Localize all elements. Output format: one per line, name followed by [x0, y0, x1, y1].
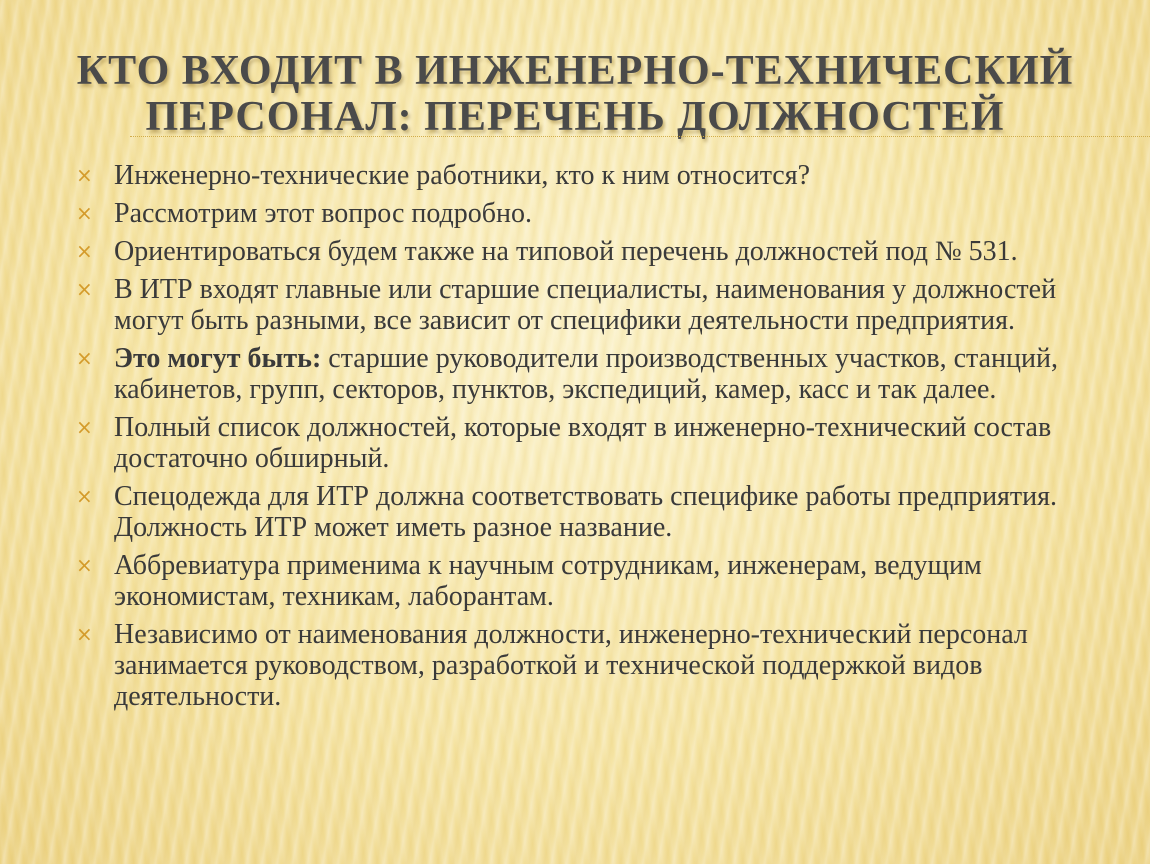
bullet-item	[74, 343, 1084, 405]
title-line-2: ПЕРСОНАЛ: ПЕРЕЧЕНЬ ДОЛЖНОСТЕЙ	[145, 94, 1005, 140]
x-bullet-icon: ×	[76, 415, 93, 439]
slide-title	[60, 48, 1090, 140]
bullet-text: старшие руководители производственных участков, станций, кабинетов, групп, секторов, пунктов, экспедиций, камер, касс и так далее.	[114, 343, 1058, 405]
bullet-text: Аббревиатура применима к научным сотрудникам, инженерам, ведущим экономистам, техникам, лаборантам.	[114, 550, 982, 612]
x-bullet-icon: ×	[76, 553, 93, 577]
bullet-item	[74, 274, 1084, 336]
x-bullet-icon: ×	[76, 622, 93, 646]
x-bullet-icon: ×	[76, 163, 93, 187]
bullet-list	[74, 160, 1084, 719]
bullet-item	[74, 481, 1084, 543]
x-bullet-icon: ×	[76, 346, 93, 370]
title-line-1: КТО ВХОДИТ В ИНЖЕНЕРНО-ТЕХНИЧЕСКИЙ	[76, 48, 1074, 94]
x-bullet-icon: ×	[76, 201, 93, 225]
bullet-text: Независимо от наименования должности, инженерно-технический персонал занимается руководством, разработкой и технической поддержкой видов деятельности.	[114, 619, 1028, 712]
bullet-text: Ориентироваться будем также на типовой перечень должностей под № 531.	[114, 236, 1018, 267]
x-bullet-icon: ×	[76, 484, 93, 508]
bullet-text: В ИТР входят главные или старшие специалисты, наименования у должностей могут быть разными, все зависит от специфики деятельности предприятия.	[114, 274, 1057, 336]
bullet-item	[74, 412, 1084, 474]
bullet-item	[74, 160, 1084, 191]
bullet-text: Полный список должностей, которые входят в инженерно-технический состав достаточно обширный.	[114, 412, 1052, 474]
title-divider	[130, 136, 1150, 137]
x-bullet-icon: ×	[76, 239, 93, 263]
bullet-item	[74, 619, 1084, 712]
bullet-text: Рассмотрим этот вопрос подробно.	[114, 198, 533, 229]
x-bullet-icon: ×	[76, 277, 93, 301]
bullet-text: Спецодежда для ИТР должна соответствовать специфике работы предприятия. Должность ИТР может иметь разное название.	[114, 481, 1058, 543]
bullet-item	[74, 236, 1084, 267]
bullet-item	[74, 550, 1084, 612]
bullet-bold-lead: Это могут быть:	[114, 343, 322, 374]
bullet-text: Инженерно-технические работники, кто к ним относится?	[114, 160, 811, 191]
bullet-item	[74, 198, 1084, 229]
